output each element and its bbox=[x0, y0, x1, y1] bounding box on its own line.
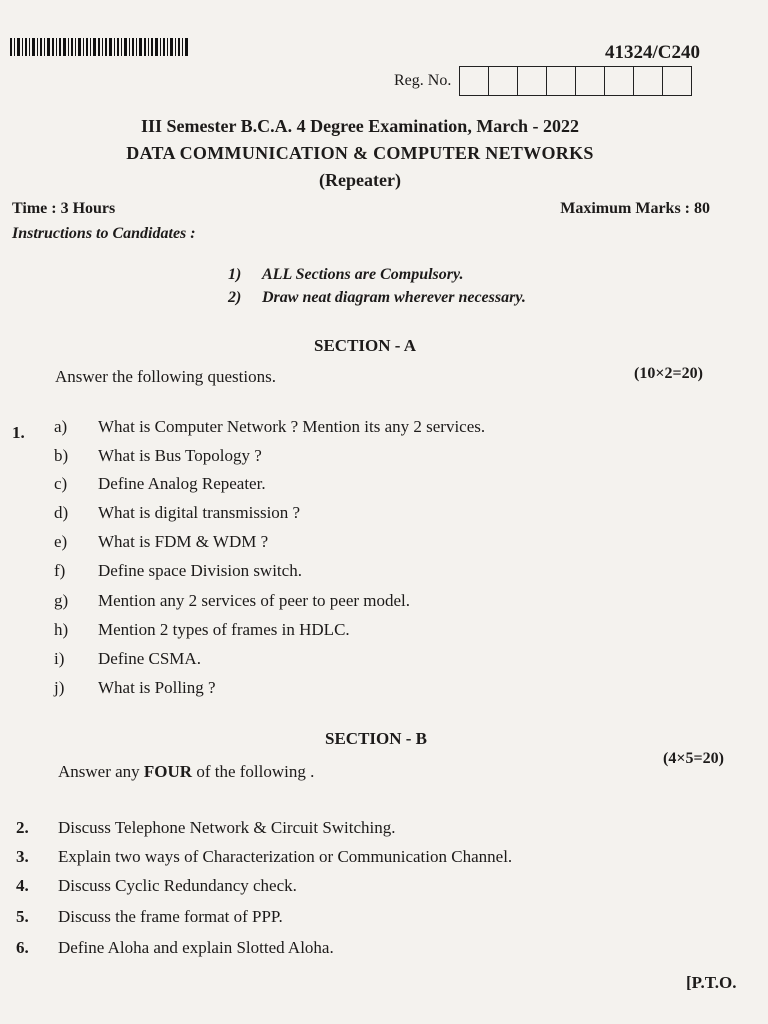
reg-label: Reg. No. bbox=[394, 72, 452, 89]
subquestion-letter: b) bbox=[54, 446, 69, 465]
reg-digit-box bbox=[518, 67, 547, 95]
subquestion bbox=[54, 620, 350, 640]
subquestion-text: What is Polling ? bbox=[98, 678, 216, 697]
section-b-lead-start: Answer any bbox=[58, 762, 144, 781]
section-b-question bbox=[16, 907, 283, 927]
question-number: 4. bbox=[16, 876, 29, 895]
question-number: 2. bbox=[16, 818, 29, 837]
subquestion-text: Define space Division switch. bbox=[98, 561, 302, 580]
subquestion-letter: i) bbox=[54, 649, 65, 668]
reg-number-boxes bbox=[459, 66, 692, 96]
section-a-marks: (10×2=20) bbox=[634, 365, 703, 382]
subquestion-text: What is digital transmission ? bbox=[98, 503, 301, 522]
subquestion bbox=[54, 649, 201, 669]
subquestion bbox=[54, 503, 300, 523]
subquestion bbox=[54, 532, 268, 552]
barcode-image bbox=[10, 38, 190, 56]
question-text: Discuss the frame format of PPP. bbox=[58, 907, 283, 926]
subquestion bbox=[54, 591, 410, 611]
subquestion-text: What is Bus Topology ? bbox=[98, 446, 262, 465]
instruction-text: ALL Sections are Compulsory. bbox=[262, 266, 464, 283]
please-turn-over: [P.T.O. bbox=[686, 973, 737, 992]
question-text: Define Aloha and explain Slotted Aloha. bbox=[58, 938, 334, 957]
instruction-item bbox=[228, 289, 526, 307]
section-b-question bbox=[16, 847, 512, 867]
subquestion bbox=[54, 417, 485, 437]
section-b-question bbox=[16, 818, 396, 838]
section-a-lead: Answer the following questions. bbox=[55, 367, 276, 386]
subquestion-text: Define Analog Repeater. bbox=[98, 474, 266, 493]
subquestion-letter: e) bbox=[54, 532, 68, 551]
paper-code: 41324/C240 bbox=[605, 42, 700, 63]
section-a-heading: SECTION - A bbox=[314, 336, 417, 355]
subquestion-letter: h) bbox=[54, 620, 69, 639]
subquestion-letter: f) bbox=[54, 561, 66, 580]
subquestion-letter: j) bbox=[54, 678, 65, 697]
instructions-heading: Instructions to Candidates : bbox=[12, 225, 196, 242]
reg-digit-box bbox=[634, 67, 663, 95]
subquestion bbox=[54, 678, 216, 698]
subquestion-letter: d) bbox=[54, 503, 69, 522]
instruction-number: 1) bbox=[228, 266, 242, 283]
section-b-question bbox=[16, 938, 334, 958]
section-b-marks: (4×5=20) bbox=[663, 750, 724, 767]
instruction-item bbox=[228, 266, 464, 284]
subquestion-text: What is FDM & WDM ? bbox=[98, 532, 269, 551]
exam-title: III Semester B.C.A. 4 Degree Examination, March - 2022 bbox=[141, 116, 579, 136]
reg-digit-box bbox=[576, 67, 605, 95]
subquestion-text: What is Computer Network ? Mention its any 2 services. bbox=[98, 417, 486, 436]
reg-digit-box bbox=[547, 67, 576, 95]
question-text: Explain two ways of Characterization or Communication Channel. bbox=[58, 847, 513, 866]
reg-digit-box bbox=[460, 67, 489, 95]
section-b-heading: SECTION - B bbox=[325, 729, 428, 748]
section-b-question bbox=[16, 876, 297, 896]
subquestion-letter: a) bbox=[54, 417, 68, 436]
section-b-lead-end: of the following . bbox=[192, 762, 315, 781]
question-number: 5. bbox=[16, 907, 29, 926]
reg-digit-box bbox=[489, 67, 518, 95]
time-allowed: Time : 3 Hours bbox=[12, 200, 116, 217]
subquestion-letter: c) bbox=[54, 474, 68, 493]
subquestion bbox=[54, 474, 266, 494]
instruction-number: 2) bbox=[228, 289, 242, 306]
subquestion-text: Mention 2 types of frames in HDLC. bbox=[98, 620, 350, 639]
subquestion bbox=[54, 446, 262, 466]
registration-number bbox=[394, 66, 692, 96]
maximum-marks: Maximum Marks : 80 bbox=[560, 200, 710, 217]
subquestion bbox=[54, 561, 302, 581]
section-b-lead bbox=[58, 762, 314, 782]
subquestion-text: Define CSMA. bbox=[98, 649, 201, 668]
question-text: Discuss Telephone Network & Circuit Switching. bbox=[58, 818, 396, 837]
instruction-text: Draw neat diagram wherever necessary. bbox=[262, 289, 526, 306]
question-text: Discuss Cyclic Redundancy check. bbox=[58, 876, 297, 895]
section-b-lead-emphasis: FOUR bbox=[143, 762, 193, 781]
subquestion-text: Mention any 2 services of peer to peer model. bbox=[98, 591, 411, 610]
reg-digit-box bbox=[663, 67, 691, 95]
reg-digit-box bbox=[605, 67, 634, 95]
question-number: 3. bbox=[16, 847, 29, 866]
subject-title: DATA COMMUNICATION & COMPUTER NETWORKS bbox=[126, 143, 594, 163]
question-number: 6. bbox=[16, 938, 29, 957]
subquestion-letter: g) bbox=[54, 591, 69, 610]
exam-type: (Repeater) bbox=[319, 170, 401, 190]
question-number: 1. bbox=[12, 423, 25, 442]
